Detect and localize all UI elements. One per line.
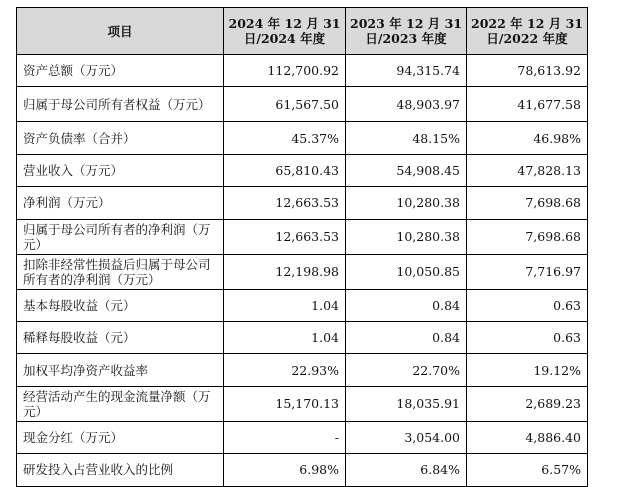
- table-row: [17, 122, 588, 154]
- cell-2023: 48,903.97: [346, 87, 467, 122]
- table-row: [17, 321, 588, 353]
- table-row: [17, 254, 588, 289]
- row-label: 归属于母公司所有者的净利润（万元）: [17, 219, 224, 254]
- cell-2024: 112,700.92: [224, 55, 346, 87]
- row-label: 资产总额（万元）: [17, 55, 224, 87]
- cell-2023: 48.15%: [346, 122, 467, 154]
- row-label: 基本每股收益（元）: [17, 289, 224, 321]
- cell-2024: 45.37%: [224, 122, 346, 154]
- cell-2023: 6.84%: [346, 454, 467, 486]
- row-label: 研发投入占营业收入的比例: [17, 454, 224, 486]
- cell-2022: 0.63: [467, 289, 588, 321]
- cell-2022: 2,689.23: [467, 386, 588, 421]
- table-row: [17, 289, 588, 321]
- cell-2023: 10,280.38: [346, 187, 467, 219]
- cell-2022: 46.98%: [467, 122, 588, 154]
- header-2024: 2024 年 12 月 31 日/2024 年度: [224, 8, 346, 55]
- row-label: 现金分红（万元）: [17, 421, 224, 453]
- row-label: 扣除非经常性损益后归属于母公司所有者的净利润（万元）: [17, 254, 224, 289]
- cell-2024: 6.98%: [224, 454, 346, 486]
- table-row: [17, 87, 588, 122]
- cell-2024: 65,810.43: [224, 154, 346, 186]
- cell-2024: 12,663.53: [224, 219, 346, 254]
- cell-2022: 78,613.92: [467, 55, 588, 87]
- row-label: 经营活动产生的现金流量净额（万元）: [17, 386, 224, 421]
- header-2023: 2023 年 12 月 31 日/2023 年度: [346, 8, 467, 55]
- table-row: [17, 386, 588, 421]
- row-label: 加权平均净资产收益率: [17, 354, 224, 386]
- header-2022: 2022 年 12 月 31 日/2022 年度: [467, 8, 588, 55]
- cell-2022: 41,677.58: [467, 87, 588, 122]
- cell-2023: 22.70%: [346, 354, 467, 386]
- table-header-row: [17, 8, 588, 55]
- row-label: 稀释每股收益（元）: [17, 321, 224, 353]
- cell-2023: 94,315.74: [346, 55, 467, 87]
- table-row: [17, 454, 588, 486]
- cell-2022: 7,698.68: [467, 187, 588, 219]
- cell-2024: -: [224, 421, 346, 453]
- cell-2023: 54,908.45: [346, 154, 467, 186]
- cell-2022: 47,828.13: [467, 154, 588, 186]
- cell-2024: 61,567.50: [224, 87, 346, 122]
- cell-2022: 7,698.68: [467, 219, 588, 254]
- cell-2023: 3,054.00: [346, 421, 467, 453]
- cell-2024: 22.93%: [224, 354, 346, 386]
- row-label: 资产负债率（合并）: [17, 122, 224, 154]
- row-label: 净利润（万元）: [17, 187, 224, 219]
- row-label: 营业收入（万元）: [17, 154, 224, 186]
- financial-summary-table: [16, 7, 588, 487]
- row-label: 归属于母公司所有者权益（万元）: [17, 87, 224, 122]
- cell-2023: 0.84: [346, 321, 467, 353]
- cell-2024: 1.04: [224, 289, 346, 321]
- cell-2022: 19.12%: [467, 354, 588, 386]
- table-row: [17, 421, 588, 453]
- table-row: [17, 219, 588, 254]
- table-row: [17, 154, 588, 186]
- cell-2022: 7,716.97: [467, 254, 588, 289]
- cell-2023: 10,280.38: [346, 219, 467, 254]
- cell-2024: 12,663.53: [224, 187, 346, 219]
- cell-2024: 1.04: [224, 321, 346, 353]
- cell-2022: 6.57%: [467, 454, 588, 486]
- cell-2024: 12,198.98: [224, 254, 346, 289]
- table-row: [17, 354, 588, 386]
- table-row: [17, 187, 588, 219]
- cell-2022: 0.63: [467, 321, 588, 353]
- header-item: 项目: [17, 8, 224, 55]
- cell-2023: 10,050.85: [346, 254, 467, 289]
- cell-2024: 15,170.13: [224, 386, 346, 421]
- cell-2022: 4,886.40: [467, 421, 588, 453]
- cell-2023: 18,035.91: [346, 386, 467, 421]
- table-row: [17, 55, 588, 87]
- cell-2023: 0.84: [346, 289, 467, 321]
